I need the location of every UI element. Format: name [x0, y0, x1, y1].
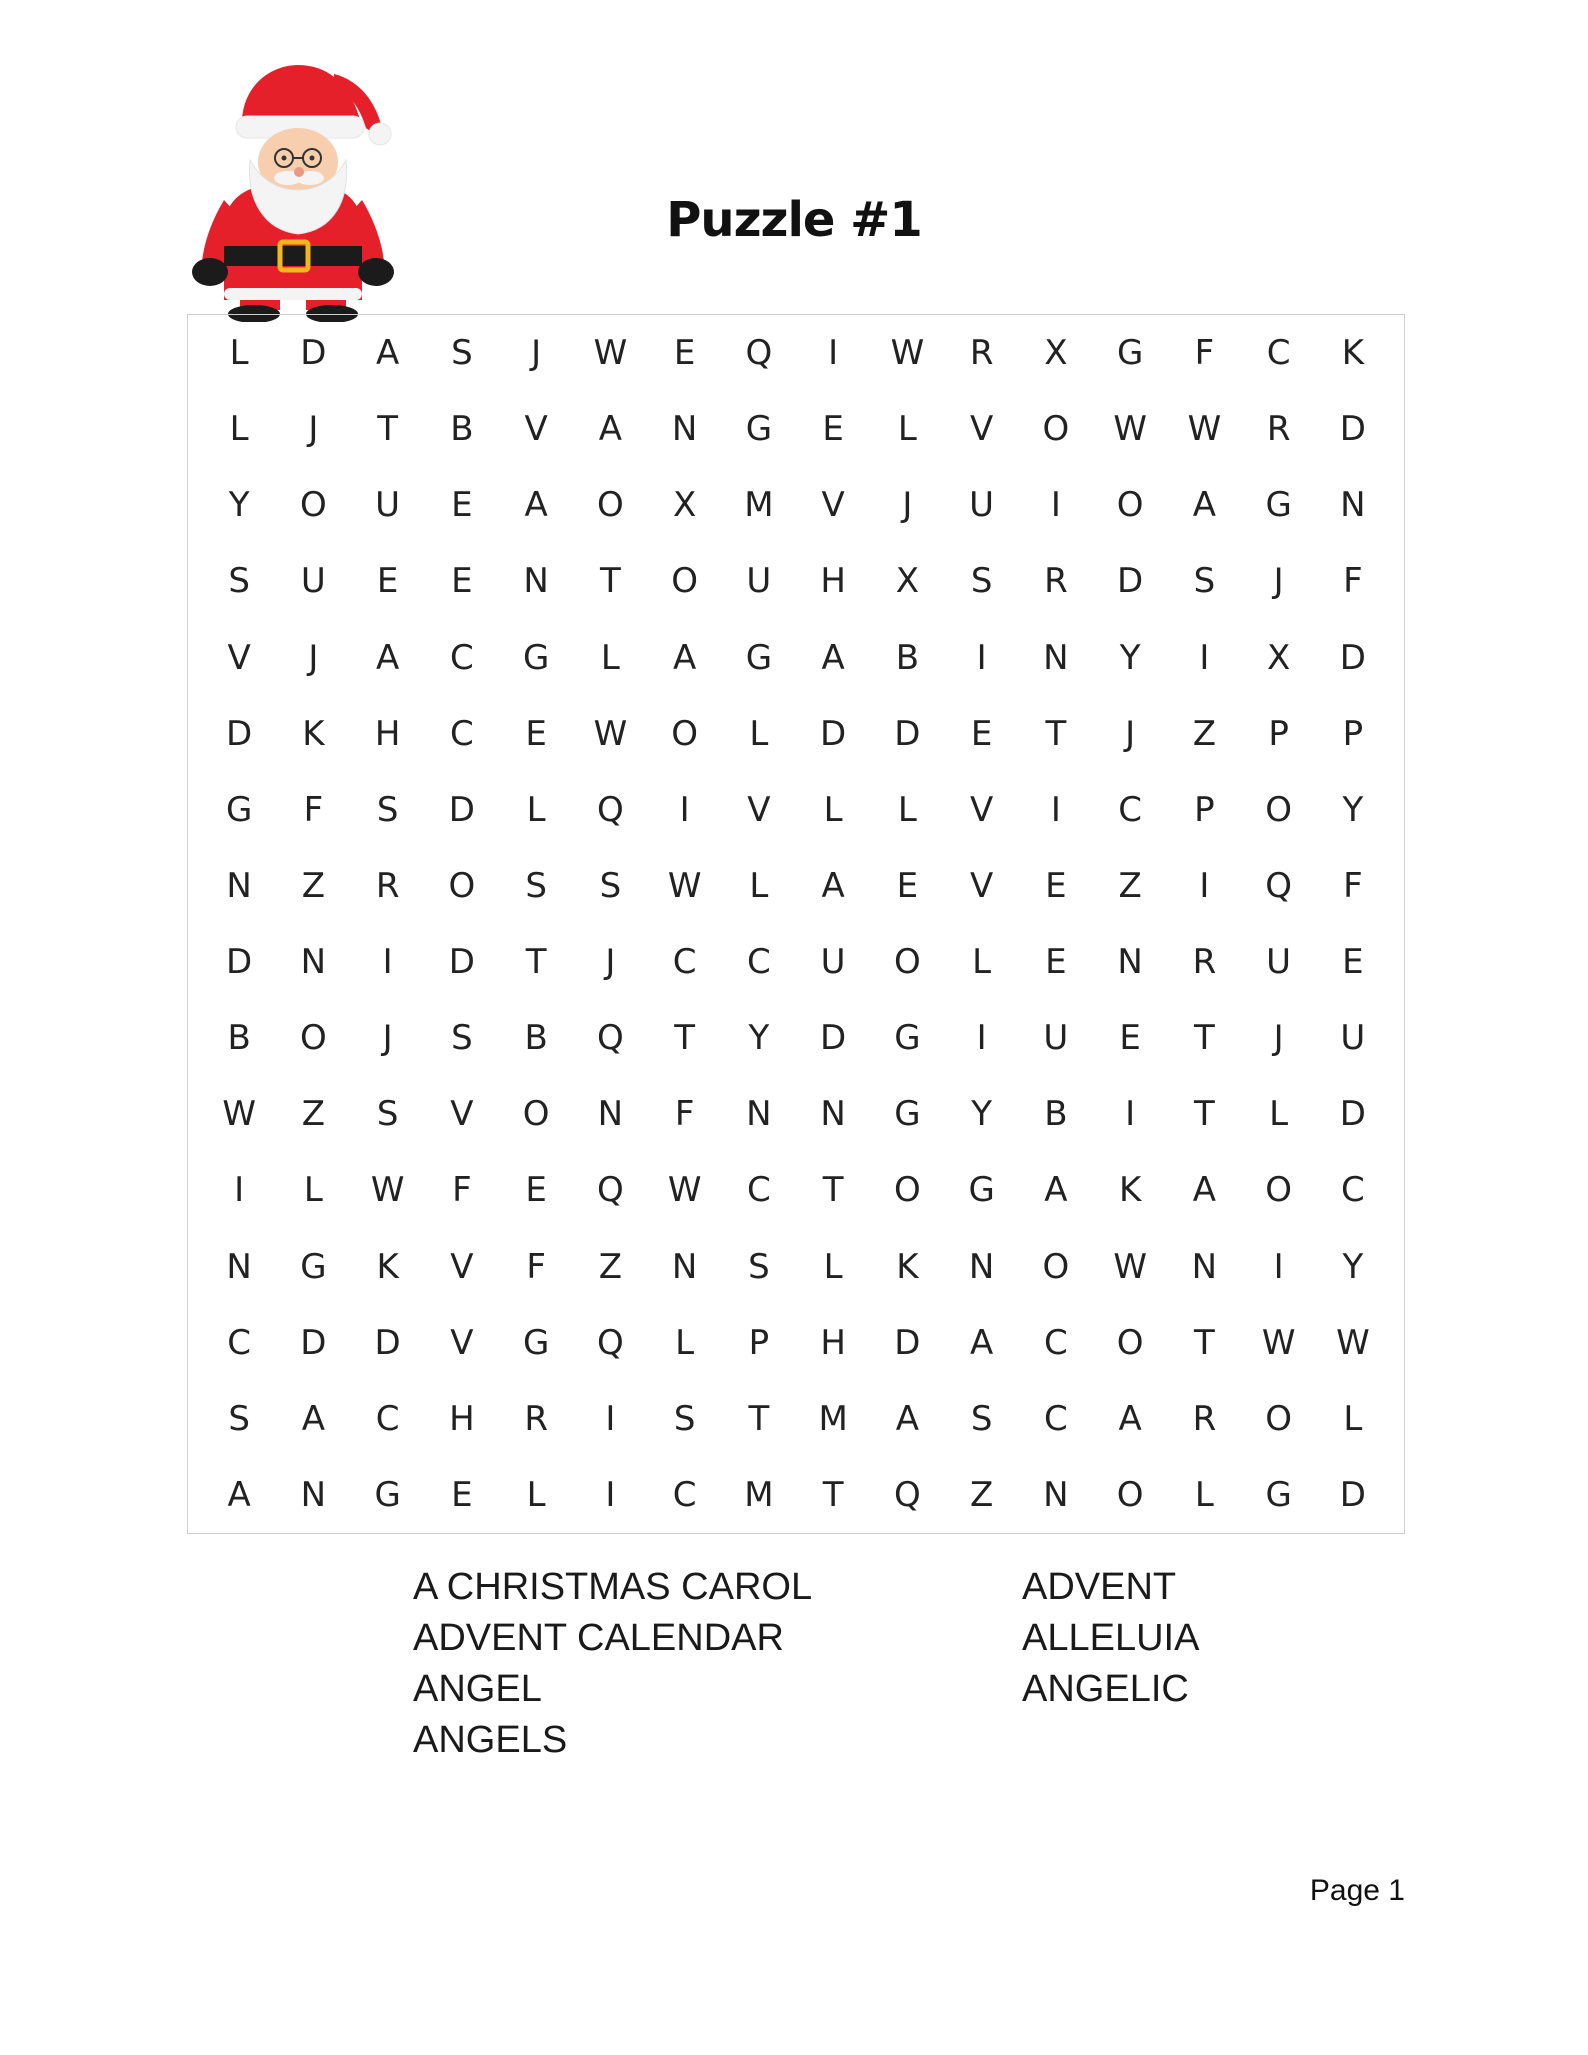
- grid-cell: M: [818, 1398, 848, 1439]
- grid-cell: B: [524, 1018, 548, 1059]
- grid-cell: W: [1261, 1322, 1296, 1363]
- grid-cell: C: [747, 1170, 771, 1211]
- grid-cell: K: [376, 1246, 399, 1287]
- word-list-column-2: [1022, 1562, 1199, 1715]
- grid-cell: I: [1199, 637, 1210, 678]
- grid-cell: D: [300, 333, 327, 374]
- grid-cell: J: [1273, 1018, 1284, 1059]
- grid-cell: F: [452, 1170, 472, 1211]
- grid-cell: U: [375, 485, 401, 526]
- grid-cell: J: [531, 333, 542, 374]
- grid-cell: A: [969, 1322, 994, 1363]
- grid-cell: I: [976, 637, 987, 678]
- grid-cell: E: [1342, 942, 1364, 983]
- grid-cell: S: [451, 1018, 473, 1059]
- grid-cell: U: [300, 561, 326, 602]
- grid-cell: A: [524, 485, 548, 526]
- grid-cell: O: [1116, 1322, 1144, 1363]
- grid-cell: P: [1268, 713, 1289, 754]
- grid-cell: J: [308, 409, 319, 450]
- grid-cell: C: [672, 942, 697, 983]
- grid-cell: N: [523, 561, 549, 602]
- grid-cell: R: [1266, 409, 1291, 450]
- grid-cell: L: [823, 1246, 843, 1287]
- grid-cell: A: [821, 637, 845, 678]
- grid-cell: T: [822, 1474, 844, 1515]
- grid-cell: N: [300, 942, 327, 983]
- grid-cell: F: [1343, 561, 1363, 602]
- grid-cell: S: [451, 333, 473, 374]
- grid-cell: G: [745, 409, 773, 450]
- grid-cell: E: [525, 713, 547, 754]
- grid-cell: J: [902, 485, 913, 526]
- grid-cell: X: [1266, 637, 1291, 678]
- grid-cell: T: [525, 942, 547, 983]
- grid-cell: H: [449, 1398, 475, 1439]
- grid-cell: O: [596, 485, 624, 526]
- grid-cell: I: [1199, 865, 1210, 906]
- grid-cell: E: [896, 865, 919, 906]
- grid-cell: I: [382, 942, 393, 983]
- grid-cell: D: [820, 1018, 847, 1059]
- grid-cell: D: [820, 713, 847, 754]
- word-list-item: A CHRISTMAS CAROL: [413, 1566, 813, 1608]
- grid-cell: V: [450, 1322, 474, 1363]
- grid-cell: C: [450, 713, 474, 754]
- grid-cell: G: [968, 1170, 995, 1211]
- grid-cell: S: [1193, 561, 1216, 602]
- grid-cell: T: [599, 561, 621, 602]
- grid-cell: D: [226, 713, 253, 754]
- grid-cell: F: [303, 789, 324, 830]
- grid-cell: W: [890, 333, 925, 374]
- grid-cell: D: [894, 1322, 921, 1363]
- grid-cell: G: [894, 1094, 921, 1135]
- grid-cell: I: [828, 333, 839, 374]
- grid-cell: K: [302, 713, 325, 754]
- grid-cell: D: [1339, 637, 1366, 678]
- grid-cell: J: [605, 942, 616, 983]
- grid-cell: I: [1050, 789, 1061, 830]
- grid-cell: C: [747, 942, 771, 983]
- grid-cell: Z: [1192, 713, 1217, 754]
- grid-cell: W: [593, 333, 628, 374]
- word-search-grid: [187, 314, 1405, 1534]
- grid-cell: C: [1341, 1170, 1365, 1211]
- grid-cell: L: [823, 789, 843, 830]
- santa-claus-icon: [184, 50, 400, 322]
- grid-cell: C: [1118, 789, 1142, 830]
- word-list-item: ANGELS: [413, 1719, 568, 1761]
- grid-cell: S: [228, 1398, 250, 1439]
- grid-cell: L: [1343, 1398, 1363, 1439]
- grid-cell: N: [597, 1094, 624, 1135]
- grid-cell: O: [893, 942, 921, 983]
- grid-cell: D: [448, 789, 475, 830]
- grid-cell: X: [1044, 333, 1068, 374]
- grid-cell: S: [599, 865, 622, 906]
- grid-cell: S: [673, 1398, 696, 1439]
- grid-cell: W: [1187, 409, 1222, 450]
- grid-cell: N: [1043, 1474, 1069, 1515]
- grid-cell: Y: [971, 1094, 993, 1135]
- grid-cell: Y: [1342, 1246, 1364, 1287]
- grid-cell: O: [671, 561, 698, 602]
- grid-cell: G: [225, 789, 253, 830]
- grid-cell: K: [1341, 333, 1365, 374]
- grid-cell: L: [303, 1170, 323, 1211]
- grid-cell: I: [1273, 1246, 1284, 1287]
- grid-cell: O: [299, 485, 327, 526]
- grid-cell: O: [671, 713, 698, 754]
- grid-cell: A: [1192, 1170, 1216, 1211]
- grid-cell: A: [1044, 1170, 1068, 1211]
- grid-cell: N: [1117, 942, 1143, 983]
- grid-cell: N: [746, 1094, 772, 1135]
- grid-cell: O: [299, 1018, 327, 1059]
- grid-cell: S: [376, 1094, 399, 1135]
- grid-cell: U: [969, 485, 995, 526]
- grid-cell: R: [375, 865, 400, 906]
- grid-cell: E: [1045, 942, 1067, 983]
- grid-cell: G: [522, 1322, 550, 1363]
- grid-cell: A: [227, 1474, 251, 1515]
- grid-cell: F: [1194, 333, 1215, 374]
- grid-cell: Q: [596, 1322, 624, 1363]
- grid-cell: V: [821, 485, 845, 526]
- grid-cell: M: [744, 485, 774, 526]
- grid-cell: L: [600, 637, 620, 678]
- grid-cell: W: [667, 1170, 702, 1211]
- grid-cell: C: [672, 1474, 697, 1515]
- grid-cell: T: [822, 1170, 844, 1211]
- grid-cell: B: [450, 409, 474, 450]
- page-title: Puzzle #1: [666, 192, 922, 248]
- grid-cell: L: [897, 409, 917, 450]
- grid-cell: N: [226, 1246, 252, 1287]
- grid-cell: I: [1125, 1094, 1136, 1135]
- grid-cell: O: [1116, 1474, 1144, 1515]
- grid-cell: N: [820, 1094, 846, 1135]
- grid-cell: C: [227, 1322, 251, 1363]
- grid-cell: T: [1193, 1322, 1215, 1363]
- grid-cell: V: [969, 865, 994, 906]
- grid-cell: O: [522, 1094, 550, 1135]
- grid-cell: T: [1193, 1018, 1215, 1059]
- grid-cell: Q: [596, 1018, 624, 1059]
- grid-cell: W: [1113, 1246, 1147, 1287]
- grid-cell: G: [1265, 1474, 1292, 1515]
- grid-cell: E: [451, 1474, 473, 1515]
- grid-cell: Q: [596, 789, 624, 830]
- word-list-column-1: [413, 1562, 812, 1766]
- grid-cell: V: [969, 789, 994, 830]
- grid-cell: J: [382, 1018, 393, 1059]
- grid-cell: Z: [598, 1246, 623, 1287]
- grid-cell: N: [300, 1474, 327, 1515]
- grid-cell: E: [1119, 1018, 1141, 1059]
- grid-cell: V: [969, 409, 994, 450]
- grid-cell: I: [605, 1474, 616, 1515]
- grid-cell: S: [525, 865, 547, 906]
- grid-cell: P: [1342, 713, 1364, 754]
- grid-cell: L: [749, 865, 769, 906]
- grid-cell: T: [1193, 1094, 1215, 1135]
- word-list-item: ANGELIC: [1022, 1668, 1189, 1710]
- grid-cell: S: [376, 789, 399, 830]
- grid-cell: C: [1044, 1322, 1068, 1363]
- grid-cell: F: [674, 1094, 695, 1135]
- grid-cell: N: [671, 1246, 698, 1287]
- grid-cell: T: [377, 409, 399, 450]
- grid-cell: O: [1042, 409, 1070, 450]
- grid-cell: K: [1118, 1170, 1142, 1211]
- grid-cell: L: [229, 333, 249, 374]
- grid-cell: E: [525, 1170, 547, 1211]
- grid-cell: Q: [745, 333, 773, 374]
- grid-cell: G: [374, 1474, 401, 1515]
- grid-cell: G: [745, 637, 773, 678]
- grid-cell: U: [746, 561, 772, 602]
- grid-cell: M: [744, 1474, 774, 1515]
- grid-cell: W: [370, 1170, 405, 1211]
- grid-cell: W: [222, 1094, 256, 1135]
- grid-cell: E: [1045, 865, 1067, 906]
- grid-cell: B: [895, 637, 920, 678]
- grid-cell: Q: [596, 1170, 624, 1211]
- grid-cell: N: [226, 865, 252, 906]
- grid-cell: R: [524, 1398, 548, 1439]
- grid-cell: B: [1044, 1094, 1068, 1135]
- grid-cell: A: [598, 409, 622, 450]
- grid-cell: A: [301, 1398, 325, 1439]
- grid-cell: D: [1339, 1474, 1366, 1515]
- grid-cell: H: [820, 561, 846, 602]
- grid-cell: Y: [228, 485, 250, 526]
- grid-cell: D: [894, 713, 921, 754]
- grid-cell: A: [821, 865, 845, 906]
- grid-cell: A: [672, 637, 697, 678]
- grid-cell: E: [451, 561, 473, 602]
- grid-cell: O: [1265, 1170, 1292, 1211]
- grid-cell: G: [300, 1246, 327, 1287]
- grid-cell: H: [374, 713, 401, 754]
- grid-cell: O: [1265, 789, 1292, 830]
- grid-cell: U: [1043, 1018, 1069, 1059]
- grid-cell: S: [970, 561, 993, 602]
- grid-cell: T: [674, 1018, 696, 1059]
- grid-cell: D: [1339, 409, 1366, 450]
- grid-cell: L: [1269, 1094, 1289, 1135]
- grid-cell: I: [234, 1170, 245, 1211]
- grid-cell: X: [672, 485, 697, 526]
- grid-cell: G: [1265, 485, 1292, 526]
- grid-cell: Y: [1119, 637, 1141, 678]
- grid-cell: A: [375, 637, 400, 678]
- grid-cell: P: [748, 1322, 770, 1363]
- grid-cell: L: [897, 789, 917, 830]
- grid-cell: Z: [301, 865, 326, 906]
- grid-cell: D: [448, 942, 475, 983]
- grid-cell: L: [526, 1474, 546, 1515]
- grid-cell: R: [1192, 1398, 1217, 1439]
- grid-cell: D: [1117, 561, 1144, 602]
- grid-cell: L: [675, 1322, 695, 1363]
- grid-cell: C: [1266, 333, 1291, 374]
- grid-cell: Y: [748, 1018, 770, 1059]
- grid-cell: V: [227, 637, 251, 678]
- grid-cell: L: [526, 789, 546, 830]
- word-list-item: ADVENT CALENDAR: [413, 1617, 784, 1659]
- grid-cell: T: [748, 1398, 770, 1439]
- grid-cell: O: [1116, 485, 1144, 526]
- grid-cell: R: [1044, 561, 1068, 602]
- grid-cell: E: [970, 713, 993, 754]
- grid-cell: A: [1118, 1398, 1142, 1439]
- grid-cell: O: [1265, 1398, 1292, 1439]
- grid-cell: J: [308, 637, 319, 678]
- grid-cell: G: [1116, 333, 1144, 374]
- grid-cell: N: [1191, 1246, 1218, 1287]
- grid-cell: E: [376, 561, 399, 602]
- grid-cell: U: [1340, 1018, 1366, 1059]
- grid-cell: P: [1194, 789, 1215, 830]
- grid-cell: V: [450, 1246, 474, 1287]
- grid-cell: D: [300, 1322, 327, 1363]
- grid-cell: Z: [1118, 865, 1142, 906]
- grid-cell: X: [895, 561, 920, 602]
- grid-cell: J: [1125, 713, 1136, 754]
- grid-cell: S: [970, 1398, 993, 1439]
- grid-cell: C: [375, 1398, 400, 1439]
- grid-cell: A: [1192, 485, 1216, 526]
- grid-cell: O: [1042, 1246, 1070, 1287]
- grid-cell: U: [1266, 942, 1292, 983]
- grid-cell: T: [1045, 713, 1067, 754]
- grid-cell: B: [227, 1018, 251, 1059]
- grid-cell: A: [895, 1398, 919, 1439]
- grid-cell: V: [450, 1094, 474, 1135]
- grid-cell: E: [451, 485, 473, 526]
- grid-cell: S: [748, 1246, 770, 1287]
- grid-cell: F: [1343, 865, 1363, 906]
- grid-cell: Y: [1342, 789, 1364, 830]
- grid-cell: R: [1192, 942, 1217, 983]
- grid-cell: N: [1043, 637, 1069, 678]
- grid-cell: I: [976, 1018, 987, 1059]
- grid-cell: O: [893, 1170, 921, 1211]
- grid-cell: U: [820, 942, 846, 983]
- grid-cell: E: [822, 409, 844, 450]
- grid-cell: N: [671, 409, 698, 450]
- grid-cell: N: [1340, 485, 1366, 526]
- word-list-item: ALLELUIA: [1022, 1617, 1200, 1659]
- grid-cell: C: [450, 637, 474, 678]
- grid-cell: K: [896, 1246, 919, 1287]
- grid-cell: C: [1044, 1398, 1068, 1439]
- grid-cell: W: [1336, 1322, 1370, 1363]
- grid-cell: V: [524, 409, 548, 450]
- grid-cell: V: [747, 789, 771, 830]
- grid-cell: W: [667, 865, 702, 906]
- grid-cell: J: [1273, 561, 1284, 602]
- grid-cell: I: [1050, 485, 1061, 526]
- grid-cell: I: [679, 789, 690, 830]
- grid-cell: W: [1113, 409, 1147, 450]
- grid-cell: H: [820, 1322, 846, 1363]
- grid-cell: Z: [969, 1474, 994, 1515]
- word-list-item: ANGEL: [413, 1668, 542, 1710]
- grid-cell: R: [969, 333, 994, 374]
- grid-cell: G: [894, 1018, 921, 1059]
- grid-cell: E: [673, 333, 696, 374]
- grid-cell: D: [1339, 1094, 1366, 1135]
- grid-cell: N: [968, 1246, 995, 1287]
- grid-cell: O: [448, 865, 476, 906]
- word-list-item: ADVENT: [1022, 1566, 1177, 1608]
- grid-cell: F: [526, 1246, 546, 1287]
- grid-cell: A: [375, 333, 400, 374]
- grid-cell: L: [229, 409, 249, 450]
- grid-cell: Q: [893, 1474, 921, 1515]
- grid-cell: Q: [1265, 865, 1292, 906]
- grid-cell: L: [1194, 1474, 1214, 1515]
- grid-cell: S: [228, 561, 250, 602]
- grid-cell: Z: [301, 1094, 326, 1135]
- grid-cell: W: [593, 713, 628, 754]
- grid-cell: I: [605, 1398, 616, 1439]
- grid-cell: D: [374, 1322, 401, 1363]
- grid-cell: L: [749, 713, 769, 754]
- page-number: Page 1: [1309, 1874, 1405, 1907]
- grid-cell: G: [522, 637, 550, 678]
- grid-cell: L: [972, 942, 992, 983]
- grid-cell: D: [226, 942, 253, 983]
